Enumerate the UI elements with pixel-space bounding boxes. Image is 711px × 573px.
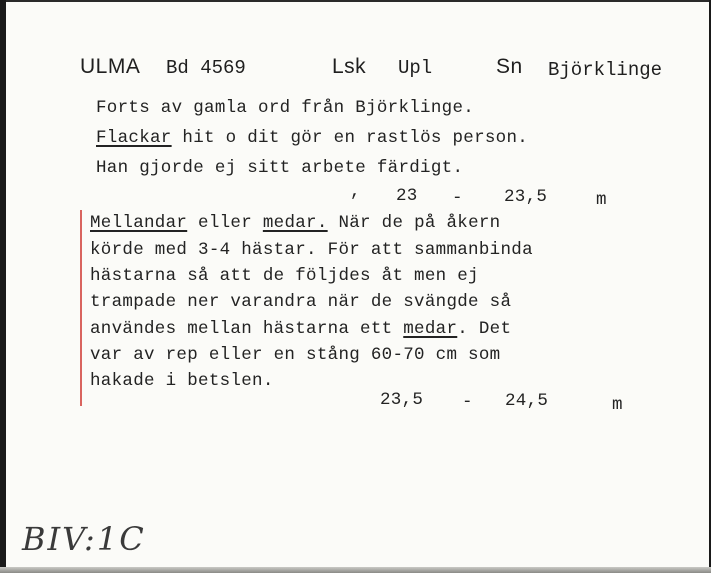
entry2-range-from: 23,5 [380, 390, 424, 410]
volume-number: Bd 4569 [166, 57, 246, 79]
entry1-range-to: 23,5 [504, 187, 548, 207]
entry1-line2 [96, 128, 528, 148]
entry2-line5-post: . Det [457, 319, 512, 339]
entry2-between: eller [187, 213, 263, 233]
entry1-line1: Forts av gamla ord från Björklinge. [96, 98, 475, 118]
entry2-line7: hakade i betslen. [90, 371, 274, 391]
entry1-line3: Han gjorde ej sitt arbete färdigt. [96, 158, 464, 178]
parish-label: Sn [496, 55, 523, 78]
province-value: Upl [398, 57, 433, 79]
entry1-range-dash: - [452, 188, 463, 208]
scan-bottom-edge [0, 567, 711, 573]
entry2-line1 [90, 213, 500, 233]
entry1-unit: m [596, 190, 607, 210]
entry2-synonym: medar. [262, 213, 328, 233]
red-margin-line [80, 210, 82, 406]
entry1-range-from: 23 [396, 186, 418, 206]
entry2-keyword: medar [403, 319, 458, 339]
province-label: Lsk [332, 55, 367, 78]
entry2-line4: trampade ner varandra när de svängde så [90, 292, 512, 312]
entry1-comma: , [350, 182, 361, 202]
entry1-line2-rest: hit o dit gör en rastlös person. [171, 128, 529, 148]
entry1-headword: Flackar [96, 128, 172, 148]
entry2-line5 [90, 319, 511, 339]
entry2-line1-rest: När de på åkern [327, 213, 501, 233]
entry2-range-to: 24,5 [505, 391, 549, 411]
entry2-range-dash: - [462, 392, 473, 412]
entry2-line3: hästarna så att de följdes åt men ej [90, 266, 479, 286]
entry2-line6: var av rep eller en stång 60-70 cm som [90, 345, 501, 365]
entry2-line2: körde med 3-4 hästar. För att sammanbinda [90, 240, 533, 260]
entry2-headword: Mellandar [90, 213, 188, 233]
shelfmark-handwritten: BIV:1C [22, 520, 146, 558]
entry2-unit: m [612, 395, 623, 415]
parish-value: Björklinge [548, 59, 663, 81]
entry2-line5-pre: användes mellan hästarna ett [90, 319, 404, 339]
archive-name: ULMA [80, 55, 141, 78]
